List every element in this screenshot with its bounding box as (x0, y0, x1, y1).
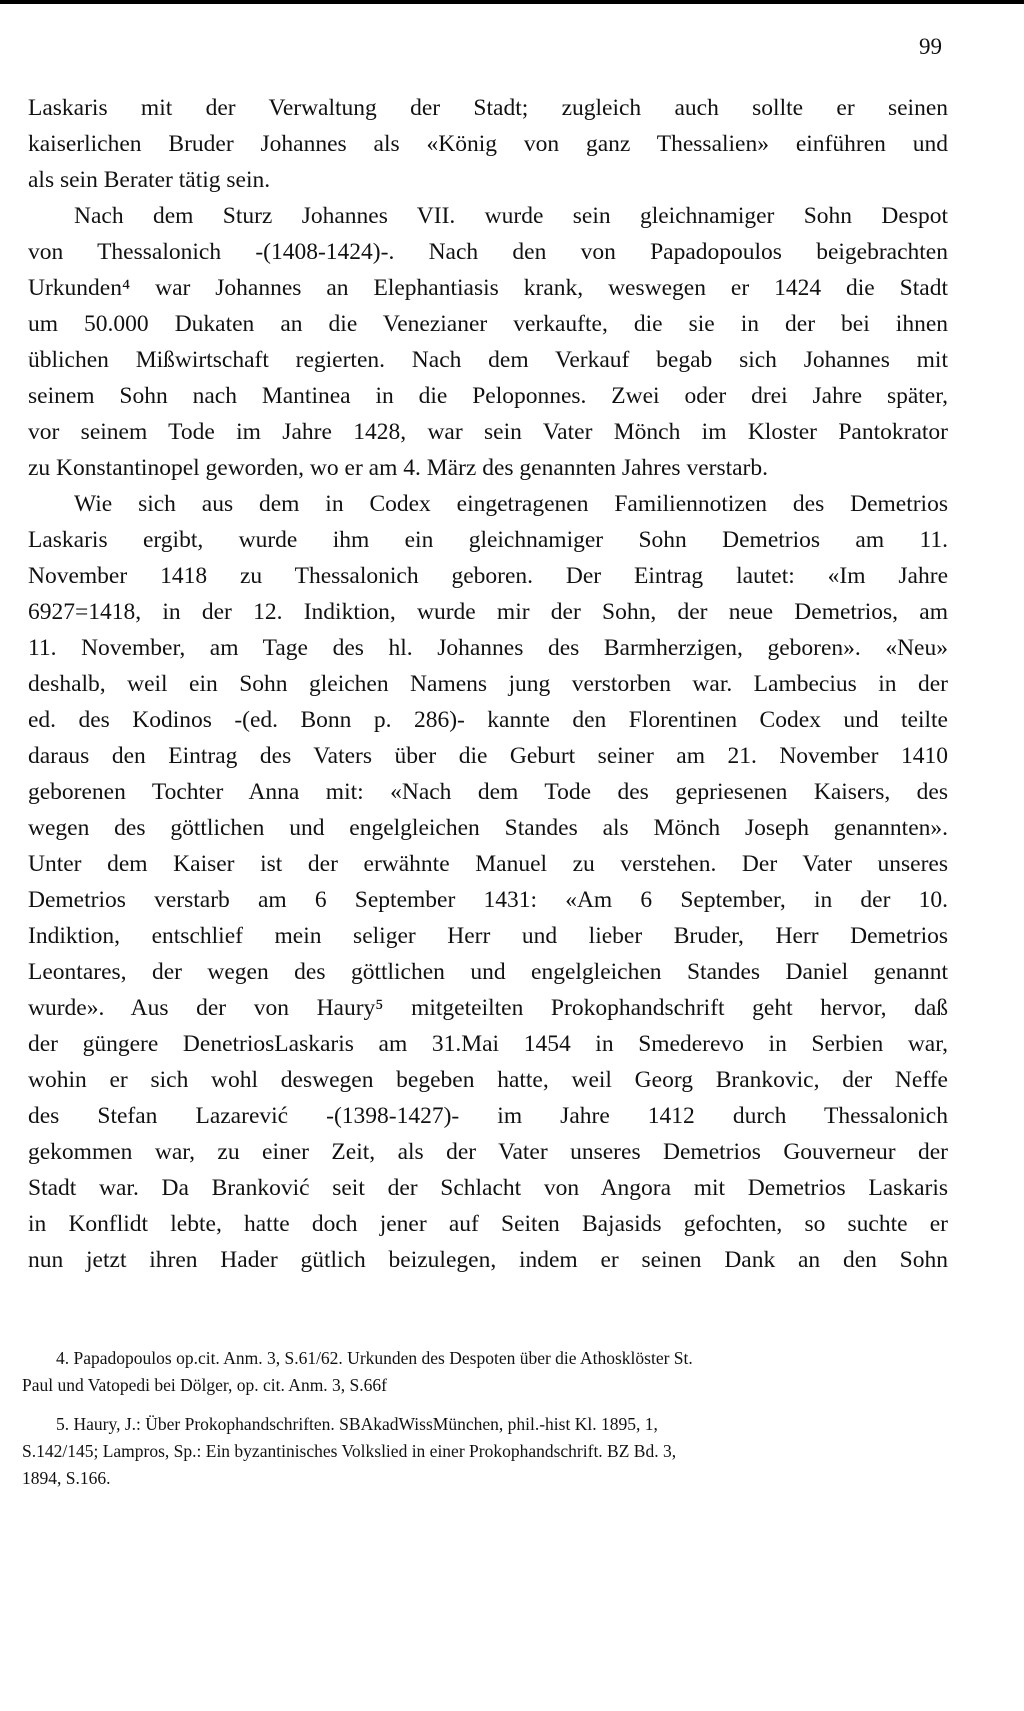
body-line: des Stefan Lazarević -(1398-1427)- im Jahre 1412 durch Thessalonich (28, 1103, 948, 1129)
body-line: Wie sich aus dem in Codex eingetragenen Familiennotizen des Demetrios (74, 491, 948, 517)
body-line: ed. des Kodinos -(ed. Bonn p. 286)- kannte den Florentinen Codex und teilte (28, 707, 948, 733)
footnote-line: 1894, S.166. (22, 1468, 111, 1488)
body-line: Stadt war. Da Branković seit der Schlacht von Angora mit Demetrios Laskaris (28, 1175, 948, 1201)
body-line: zu Konstantinopel geworden, wo er am 4. März des genannten Jahres verstarb. (28, 455, 769, 481)
footnote-line: 5. Haury, J.: Über Prokophandschriften. SBAkadWissMünchen, phil.-hist Kl. 1895, 1, (56, 1414, 658, 1434)
body-line: Demetrios verstarb am 6 September 1431: «Am 6 September, in der 10. (28, 887, 948, 913)
body-line: wohin er sich wohl deswegen begeben hatte, weil Georg Brankovic, der Neffe (28, 1067, 948, 1093)
page-number: 99 (919, 34, 942, 59)
body-line: Nach dem Sturz Johannes VII. wurde sein gleichnamiger Sohn Despot (74, 203, 948, 229)
body-line: als sein Berater tätig sein. (28, 167, 271, 193)
footnote-line: Paul und Vatopedi bei Dölger, op. cit. Anm. 3, S.66f (22, 1375, 387, 1395)
body-line: deshalb, weil ein Sohn gleichen Namens jung verstorben war. Lambecius in der (28, 671, 948, 697)
body-line: wegen des göttlichen und engelgleichen Standes als Mönch Joseph genannten». (28, 815, 948, 841)
body-text (28, 90, 948, 1278)
body-line: in Konflidt lebte, hatte doch jener auf Seiten Bajasids gefochten, so suchte er (28, 1211, 948, 1237)
footnote-line: 4. Papadopoulos op.cit. Anm. 3, S.61/62. Urkunden des Despoten über die Athosklöster St. (56, 1348, 693, 1368)
body-line: nun jetzt ihren Hader gütlich beizulegen, indem er seinen Dank an den Sohn (28, 1247, 948, 1273)
body-line: um 50.000 Dukaten an die Venezianer verkaufte, die sie in der bei ihnen (28, 311, 948, 337)
body-line: Laskaris mit der Verwaltung der Stadt; zugleich auch sollte er seinen (28, 95, 948, 121)
body-line: von Thessalonich -(1408-1424)-. Nach den von Papadopoulos beigebrachten (28, 239, 948, 265)
body-line: üblichen Mißwirtschaft regierten. Nach dem Verkauf begab sich Johannes mit (28, 347, 948, 373)
body-line: wurde». Aus der von Haury⁵ mitgeteilten Prokophandschrift geht hervor, daß (28, 995, 948, 1021)
body-line: Unter dem Kaiser ist der erwähnte Manuel zu verstehen. Der Vater unseres (28, 851, 948, 877)
body-line: Indiktion, entschlief mein seliger Herr und lieber Bruder, Herr Demetrios (28, 923, 948, 949)
body-line: Urkunden⁴ war Johannes an Elephantiasis krank, weswegen er 1424 die Stadt (28, 275, 948, 301)
body-line: seinem Sohn nach Mantinea in die Peloponnes. Zwei oder drei Jahre später, (28, 383, 948, 409)
body-line: kaiserlichen Bruder Johannes als «König von ganz Thessalien» einführen und (28, 131, 948, 157)
body-line: Leontares, der wegen des göttlichen und engelgleichen Standes Daniel genannt (28, 959, 948, 985)
body-line: Laskaris ergibt, wurde ihm ein gleichnamiger Sohn Demetrios am 11. (28, 527, 948, 553)
top-border-rule (0, 0, 1024, 4)
body-line: der güngere DenetriosLaskaris am 31.Mai 1454 in Smederevo in Serbien war, (28, 1031, 948, 1057)
body-line: 11. November, am Tage des hl. Johannes des Barmherzigen, geboren». «Neu» (28, 635, 948, 661)
body-line: gekommen war, zu einer Zeit, als der Vater unseres Demetrios Gouverneur der (28, 1139, 948, 1165)
body-line: November 1418 zu Thessalonich geboren. Der Eintrag lautet: «Im Jahre (28, 563, 948, 589)
body-line: vor seinem Tode im Jahre 1428, war sein Vater Mönch im Kloster Pantokrator (28, 419, 948, 445)
body-line: daraus den Eintrag des Vaters über die Geburt seiner am 21. November 1410 (28, 743, 948, 769)
footnote-5 (22, 1411, 952, 1492)
footnote-4 (22, 1345, 952, 1399)
body-line: 6927=1418, in der 12. Indiktion, wurde mir der Sohn, der neue Demetrios, am (28, 599, 948, 625)
footnotes (22, 1345, 952, 1504)
footnote-line: S.142/145; Lampros, Sp.: Ein byzantinisches Volkslied in einer Prokophandschrift. BZ Bd. 3, (22, 1441, 677, 1461)
body-line: geborenen Tochter Anna mit: «Nach dem Tode des gepriesenen Kaisers, des (28, 779, 948, 805)
